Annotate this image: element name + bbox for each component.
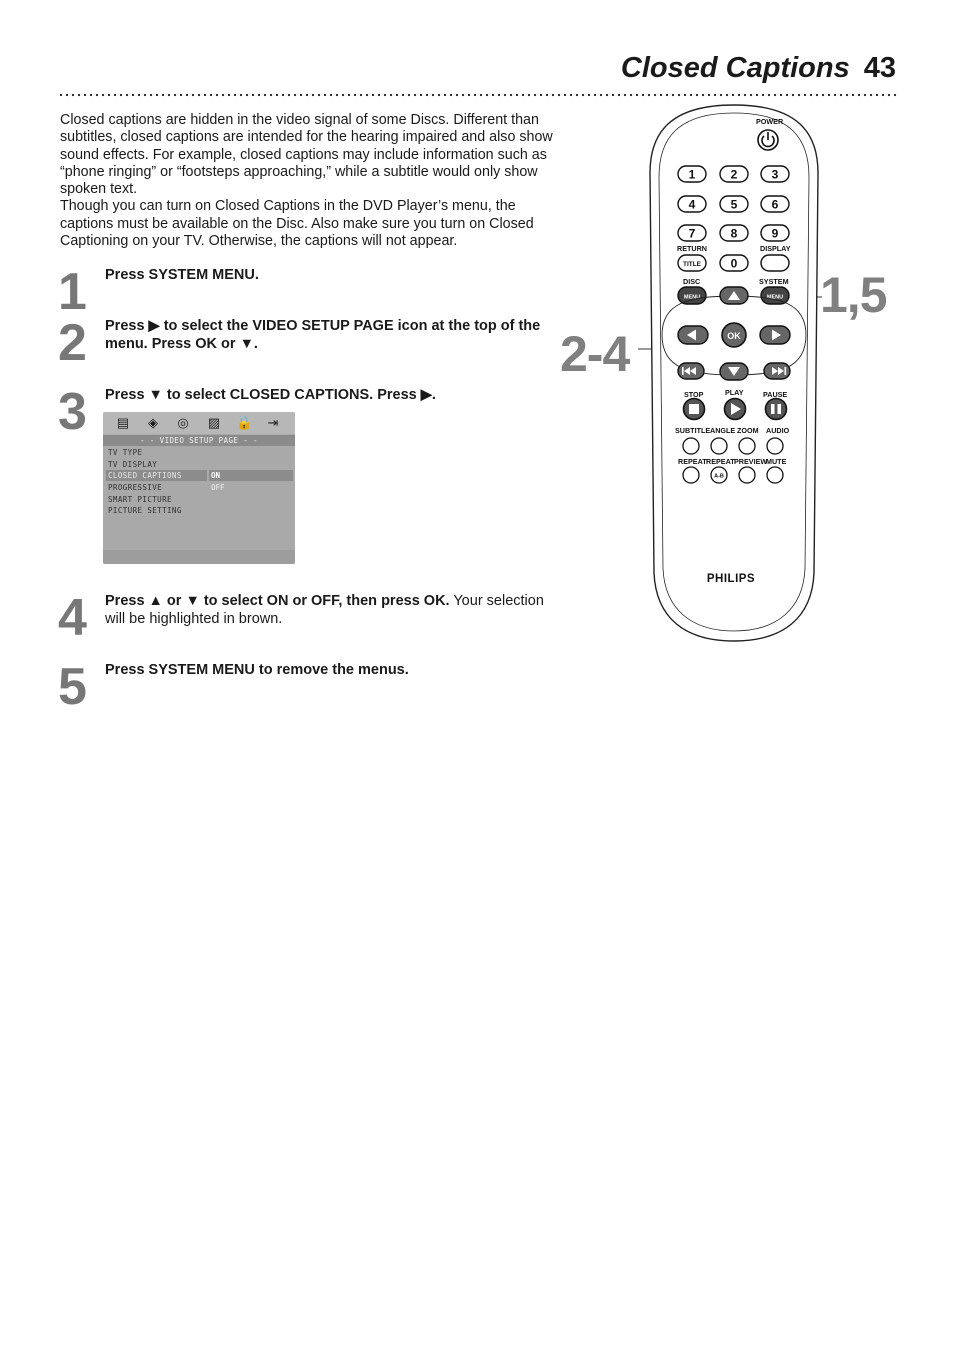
svg-text:A-B: A-B bbox=[714, 473, 724, 480]
svg-text:6: 6 bbox=[771, 197, 779, 212]
svg-text:MENU: MENU bbox=[683, 294, 701, 301]
next-track-button[interactable] bbox=[764, 363, 790, 379]
repeat-ab-button[interactable] bbox=[711, 467, 727, 483]
digit-button-5[interactable] bbox=[720, 196, 748, 212]
remote-control bbox=[648, 103, 820, 643]
title-button[interactable] bbox=[678, 255, 706, 271]
video-setup-icon: ▨ bbox=[207, 415, 221, 430]
svg-text:5: 5 bbox=[730, 197, 738, 212]
mute-label: MUTE bbox=[766, 457, 787, 466]
mute-button[interactable] bbox=[767, 467, 783, 483]
ok-button[interactable] bbox=[722, 323, 746, 347]
video-setup-menu-screen bbox=[103, 412, 295, 564]
dotted-divider bbox=[58, 93, 898, 97]
digit-button-0[interactable] bbox=[720, 255, 748, 271]
callout-system-menu: 1,5 bbox=[820, 267, 887, 323]
digit-button-8[interactable] bbox=[720, 225, 748, 241]
play-button[interactable] bbox=[725, 399, 746, 420]
step-number-3: 3 bbox=[58, 383, 85, 441]
brand-logo: PHILIPS bbox=[706, 573, 756, 585]
audio-button[interactable] bbox=[767, 438, 783, 454]
system-label: SYSTEM bbox=[759, 277, 789, 286]
pause-button[interactable] bbox=[766, 399, 787, 420]
menu-item: SMART PICTURE bbox=[108, 495, 172, 504]
preview-label: PREVIEW bbox=[734, 457, 768, 466]
display-label: DISPLAY bbox=[760, 244, 791, 253]
preview-button[interactable] bbox=[739, 467, 755, 483]
menu-item: PICTURE SETTING bbox=[108, 506, 182, 515]
intro-text bbox=[60, 112, 560, 250]
step-4-instruction: Press ▲ or ▼ to select ON or OFF, then press OK. bbox=[105, 593, 450, 609]
angle-button[interactable] bbox=[711, 438, 727, 454]
zoom-button[interactable] bbox=[739, 438, 755, 454]
svg-text:3: 3 bbox=[771, 167, 779, 182]
repeat-button[interactable] bbox=[683, 467, 699, 483]
display-button[interactable] bbox=[761, 255, 789, 271]
step-2-instruction: Press ▶ to select the VIDEO SETUP PAGE icon at the top of the menu. Press OK or ▼. bbox=[105, 318, 541, 352]
page-header bbox=[621, 52, 896, 85]
disc-label: DISC bbox=[683, 277, 701, 286]
intro-paragraph-1: Closed captions are hidden in the video signal of some Discs. Different than subtitles, closed captions are intended for the hearing impaired and also show sound effects. For example, closed captions may include information such as “phone ringing” or “footsteps approaching,” while a subtitle would only show spoken text. bbox=[60, 112, 553, 198]
exit-icon: ⇥ bbox=[267, 415, 279, 430]
system-menu-button[interactable] bbox=[761, 287, 789, 304]
option-on: ON bbox=[211, 471, 221, 480]
svg-text:9: 9 bbox=[771, 226, 779, 241]
dolby-icon: ◎ bbox=[177, 415, 189, 430]
svg-text:MENU: MENU bbox=[766, 294, 784, 301]
step-text-2 bbox=[105, 318, 560, 353]
audio-label: AUDIO bbox=[766, 426, 790, 435]
step-text-4 bbox=[105, 593, 565, 628]
subtitle-button[interactable] bbox=[683, 438, 699, 454]
step-text-3 bbox=[105, 387, 560, 405]
audio-setup-icon: ◈ bbox=[148, 415, 158, 430]
up-arrow-button[interactable] bbox=[720, 287, 748, 304]
left-arrow-button[interactable] bbox=[678, 326, 708, 344]
digit-button-1[interactable] bbox=[678, 166, 706, 182]
digit-button-9[interactable] bbox=[761, 225, 789, 241]
angle-label: ANGLE bbox=[710, 426, 736, 435]
digit-button-7[interactable] bbox=[678, 225, 706, 241]
previous-track-button[interactable] bbox=[678, 363, 704, 379]
step-4-note: Your selection will be highlighted in brown. bbox=[105, 593, 544, 627]
play-label: PLAY bbox=[725, 388, 744, 397]
return-label: RETURN bbox=[677, 244, 707, 253]
menu-item: PROGRESSIVE bbox=[108, 483, 163, 492]
step-number-5: 5 bbox=[58, 658, 85, 716]
svg-text:1: 1 bbox=[688, 167, 696, 182]
svg-text:OK: OK bbox=[727, 331, 741, 341]
menu-item: TV TYPE bbox=[108, 448, 143, 457]
general-setup-icon: ▤ bbox=[116, 415, 130, 430]
repeat-label: REPEAT bbox=[678, 457, 707, 466]
step-1-instruction: Press SYSTEM MENU. bbox=[105, 267, 259, 283]
power-button[interactable] bbox=[758, 130, 778, 150]
digit-button-2[interactable] bbox=[720, 166, 748, 182]
svg-text:4: 4 bbox=[688, 197, 696, 212]
repeat-ab-label: REPEAT bbox=[706, 457, 735, 466]
svg-text:0: 0 bbox=[730, 256, 738, 271]
subtitle-label: SUBTITLE bbox=[675, 426, 711, 435]
svg-text:7: 7 bbox=[688, 226, 696, 241]
stop-button[interactable] bbox=[684, 399, 705, 420]
disc-menu-button[interactable] bbox=[678, 287, 706, 304]
page-number: 43 bbox=[863, 52, 896, 84]
digit-button-6[interactable] bbox=[761, 196, 789, 212]
lock-icon: 🔒 bbox=[236, 415, 253, 430]
svg-text:TITLE: TITLE bbox=[682, 261, 702, 268]
right-arrow-button[interactable] bbox=[760, 326, 790, 344]
page-title: Closed Captions bbox=[620, 52, 850, 84]
option-off: OFF bbox=[211, 483, 225, 492]
menu-item: TV DISPLAY bbox=[108, 460, 158, 469]
svg-text:2: 2 bbox=[730, 167, 738, 182]
digit-button-4[interactable] bbox=[678, 196, 706, 212]
callout-arrows: 2-4 bbox=[560, 326, 630, 382]
menu-title: - - VIDEO SETUP PAGE - - bbox=[103, 435, 295, 446]
zoom-label: ZOOM bbox=[737, 426, 759, 435]
down-arrow-button[interactable] bbox=[720, 363, 748, 380]
step-text-5 bbox=[105, 662, 560, 680]
menu-item-selected: CLOSED CAPTIONS bbox=[108, 471, 182, 480]
step-number-4: 4 bbox=[58, 589, 85, 647]
intro-paragraph-2: Though you can turn on Closed Captions in the DVD Player’s menu, the captions must be available on the Disc. Also make sure you turn on Closed Captioning on your TV. Otherwise, the captions will not appear. bbox=[60, 198, 534, 250]
step-text-1 bbox=[105, 267, 560, 285]
menu-footer-bar bbox=[103, 550, 295, 564]
option-highlight bbox=[209, 470, 293, 481]
digit-button-3[interactable] bbox=[761, 166, 789, 182]
stop-label: STOP bbox=[684, 390, 704, 399]
power-label: POWER bbox=[756, 117, 784, 126]
svg-text:8: 8 bbox=[730, 226, 738, 241]
step-3-instruction: Press ▼ to select CLOSED CAPTIONS. Press ▶. bbox=[105, 387, 436, 403]
step-number-1: 1 bbox=[58, 263, 85, 321]
menu-icon-bar bbox=[103, 412, 295, 434]
step-5-instruction: Press SYSTEM MENU to remove the menus. bbox=[105, 662, 409, 678]
pause-label: PAUSE bbox=[763, 390, 788, 399]
step-number-2: 2 bbox=[58, 314, 85, 372]
